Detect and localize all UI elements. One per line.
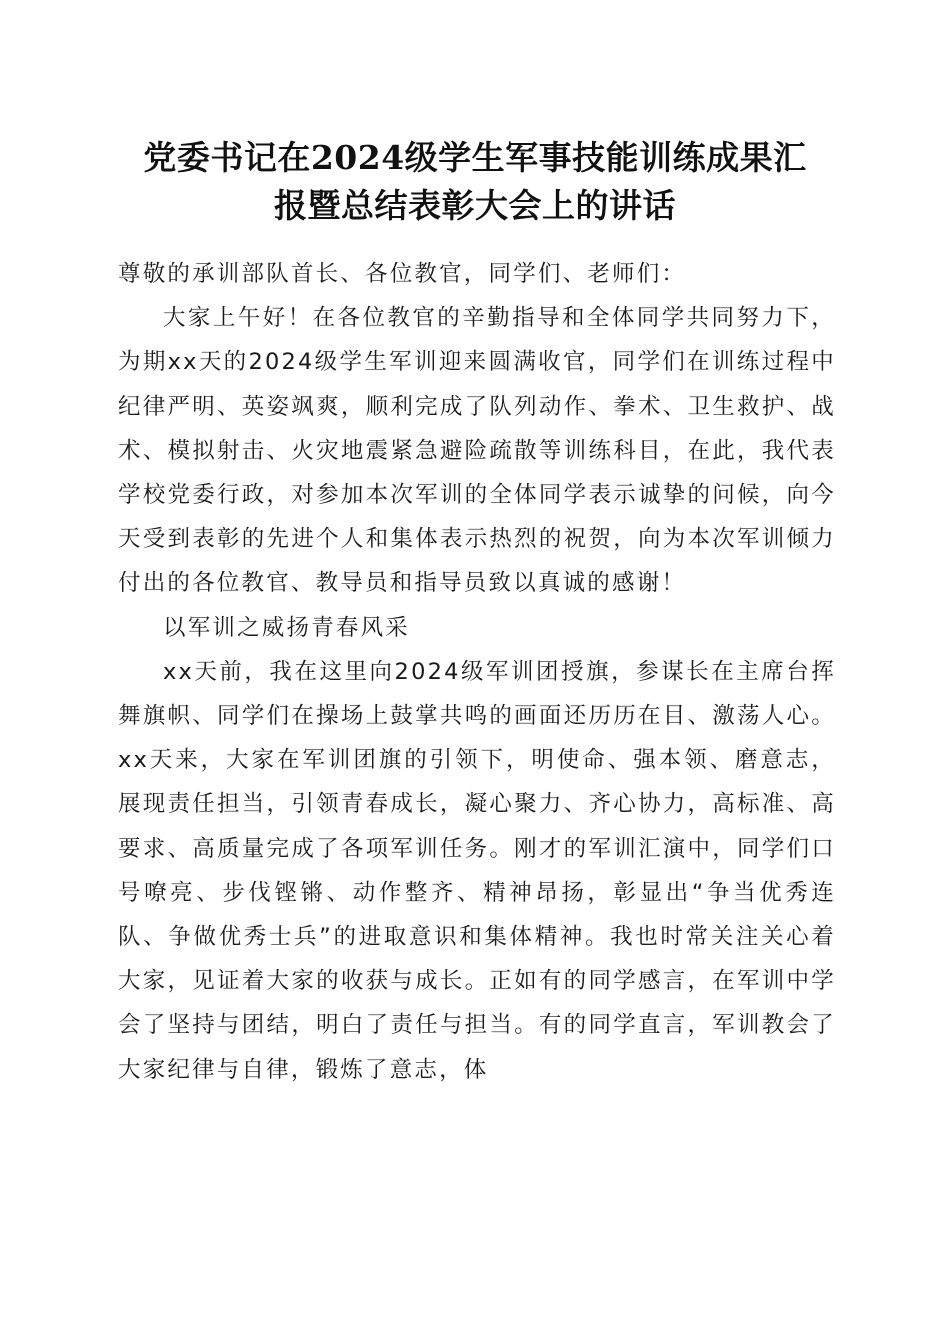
title-line-1: 党委书记在2024级学生军事技能训练成果汇	[143, 138, 807, 177]
paragraph-opening: 大家上午好！在各位教官的辛勤指导和全体同学共同努力下，为期xx天的2024级学生军训迎来圆满收官，同学们在训练过程中纪律严明、英姿飒爽，顺利完成了队列动作、拳术、卫生救护、战术、模拟射击、火灾地震紧急避险疏散等训练科目，在此，我代表学校党委行政，对参加本次军训的全体同学表示诚挚的问候，向今天受到表彰的先进个人和集体表示热烈的祝贺，向为本次军训倾力付出的各位教官、教导员和指导员致以真诚的感谢！	[118, 305, 836, 597]
salutation: 尊敬的承训部队首长、各位教官，同学们、老师们：	[118, 261, 687, 287]
title-line-2: 报暨总结表彰大会上的讲话	[274, 186, 676, 225]
document-title	[100, 134, 850, 230]
section-heading: 以军训之威扬青春风采	[163, 614, 411, 641]
paragraph-section-1: xx天前，我在这里向2024级军训团授旗，参谋长在主席台挥舞旗帜、同学们在操场上鼓掌共鸣的画面还历历在目、激荡人心。xx天来，大家在军训团旗的引领下，明使命、强本领、磨意志，展现责任担当，引领青春成长，凝心聚力、齐心协力，高标准、高要求、高质量完成了各项军训任务。刚才的军训汇演中，同学们口号嘹亮、步伐铿锵、动作整齐、精神昂扬，彰显出“争当优秀连队、争做优秀士兵”的进取意识和集体精神。我也时常关注关心着大家，见证着大家的收获与成长。正如有的同学感言，在军训中学会了坚持与团结，明白了责任与担当。有的同学直言，军训教会了大家纪律与自律，锻炼了意志，体	[118, 658, 836, 1083]
document-body	[118, 252, 836, 1092]
